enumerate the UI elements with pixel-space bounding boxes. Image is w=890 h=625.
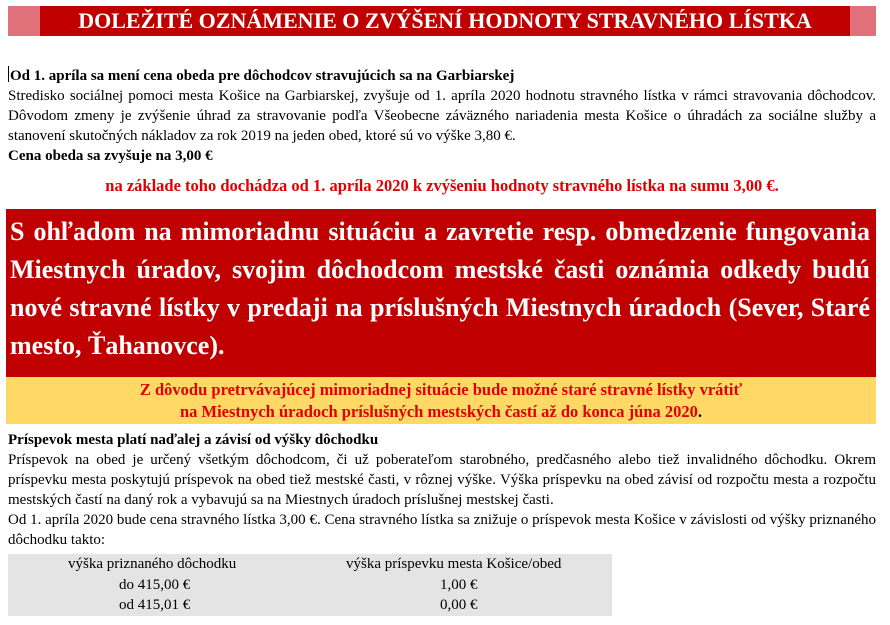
red-note: na základe toho dochádza od 1. apríla 2020 k zvýšeniu hodnoty stravného lístka na sumu 3,00 €.: [105, 176, 779, 195]
section1-heading-text: Od 1. apríla sa mení cena obeda pre dôchodcov stravujúcich sa na Garbiarskej: [10, 68, 515, 84]
section-contribution: [8, 430, 876, 550]
page-title: DOLEŽITÉ OZNÁMENIE O ZVÝŠENÍ HODNOTY STRAVNÉHO LÍSTKA: [40, 6, 850, 36]
section2-paragraph2: Od 1. apríla 2020 bude cena stravného lístka 3,00 €. Cena stravného lístka sa znižuje o príspevok mesta Košice v závislosti od výšky priznaného dôchodku takto:: [8, 512, 876, 548]
section1-heading: [8, 66, 876, 86]
section1-paragraph: Stredisko sociálnej pomoci mesta Košice na Garbiarskej, zvyšuje od 1. apríla 2020 hodnotu stravného lístka v rámci stravovania dôchodcov. Dôvodom zmeny je zvýšenie úhrad za stravovanie podľa Všeobecne záväzného nariadenia mesta Košice o úhradách za sociálne služby a stanovení skutočných nákladov za rok 2019 na jeden obed, ktoré sú vo výške 3,80 €.: [8, 88, 876, 144]
red-notice-box: S ohľadom na mimoriadnu situáciu a zavretie resp. obmedzenie fungovania Miestnych úradov, svojim dôchodcom mestské časti oznámia odkedy budú nové stravné lístky v predaji na príslušných Miestnych úradoch (Sever, Staré mesto, Ťahanovce).: [6, 209, 876, 377]
section-price-change: [8, 66, 876, 166]
price-line: Cena obeda sa zvyšuje na 3,00 €: [8, 148, 213, 164]
table-header-contribution: výška príspevku mesta Košice/obed: [346, 556, 562, 572]
yellow-line-2: [6, 401, 876, 423]
table-cell: 1,00 €: [440, 577, 478, 593]
table-cell: do 415,00 €: [119, 577, 191, 593]
yellow-line-2-tail: .: [697, 402, 703, 421]
yellow-line-1: Z dôvodu pretrvávajúcej mimoriadnej situácie bude možné staré stravné lístky vrátiť: [139, 380, 743, 399]
title-band: [8, 6, 876, 36]
yellow-notice-box: [6, 377, 876, 424]
yellow-line-2-text: na Miestnych úradoch príslušných mestských častí až do konca júna 2020: [179, 402, 698, 421]
section2-heading: Príspevok mesta platí naďalej a závisí od výšky dôchodku: [8, 432, 379, 448]
contribution-table: [8, 554, 612, 616]
table-cell: od 415,01 €: [119, 597, 191, 613]
table-header-pension: výška priznaného dôchodku: [68, 556, 237, 572]
section2-paragraph: Príspevok na obed je určený všetkým dôchodcom, či už poberateľom starobného, predčasného alebo tiež invalidného dôchodku. Okrem príspevku mesta poskytujú príspevok na obed tiež mestské časti, v rôznej výške. Výška príspevku na obed závisí od rozpočtu mesta a rozpočtu mestských častí na daný rok a vybavujú sa na Miestnych úradoch príslušnej mestskej časti.: [8, 452, 876, 508]
table-cell: 0,00 €: [440, 597, 478, 613]
text-cursor: [8, 66, 9, 82]
